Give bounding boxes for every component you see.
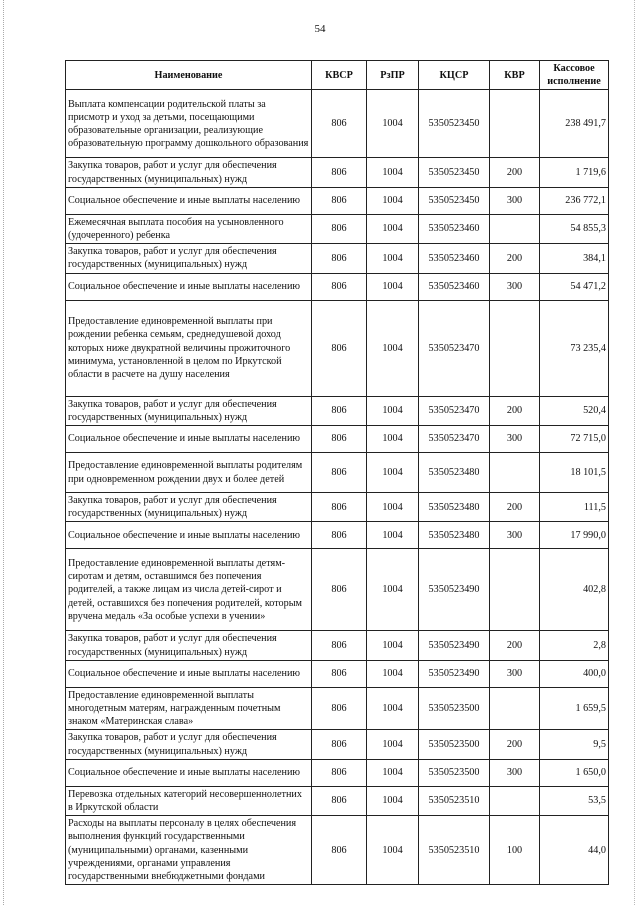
cell-name: Предоставление единовременной выплаты при рождении ребенка семьям, среднедушевой доход которых ниже двукратной величины прожиточного минимума, установленной в целом по Иркутской области в расчете на душу населения xyxy=(66,300,312,396)
cell-name: Закупка товаров, работ и услуг для обеспечения государственных (муниципальных) нужд xyxy=(66,730,312,759)
table-row xyxy=(66,273,609,300)
cell-kcsr: 5350523460 xyxy=(419,273,490,300)
cell-rzpr: 1004 xyxy=(367,759,419,786)
cell-rzpr: 1004 xyxy=(367,816,419,885)
cell-kvr: 100 xyxy=(490,816,540,885)
cell-rzpr: 1004 xyxy=(367,273,419,300)
cell-execution: 2,8 xyxy=(540,631,609,660)
budget-execution-table xyxy=(65,60,609,885)
table-row xyxy=(66,786,609,815)
cell-kvsr: 806 xyxy=(312,816,367,885)
cell-kcsr: 5350523500 xyxy=(419,687,490,730)
table-row xyxy=(66,396,609,425)
cell-kcsr: 5350523500 xyxy=(419,759,490,786)
table-row xyxy=(66,300,609,396)
cell-kvr: 300 xyxy=(490,187,540,214)
table-row xyxy=(66,660,609,687)
cell-name: Закупка товаров, работ и услуг для обеспечения государственных (муниципальных) нужд xyxy=(66,396,312,425)
cell-kvr: 300 xyxy=(490,522,540,549)
table-row xyxy=(66,816,609,885)
cell-kvr xyxy=(490,786,540,815)
cell-rzpr: 1004 xyxy=(367,453,419,493)
cell-rzpr: 1004 xyxy=(367,244,419,273)
cell-kcsr: 5350523460 xyxy=(419,244,490,273)
cell-kvr: 200 xyxy=(490,631,540,660)
cell-kvr xyxy=(490,300,540,396)
cell-kcsr: 5350523480 xyxy=(419,453,490,493)
cell-kvsr: 806 xyxy=(312,187,367,214)
table-row xyxy=(66,90,609,158)
cell-kcsr: 5350523490 xyxy=(419,549,490,631)
cell-execution: 72 715,0 xyxy=(540,426,609,453)
cell-execution: 18 101,5 xyxy=(540,453,609,493)
cell-kvsr: 806 xyxy=(312,300,367,396)
cell-kcsr: 5350523490 xyxy=(419,660,490,687)
table-row xyxy=(66,158,609,187)
cell-rzpr: 1004 xyxy=(367,786,419,815)
cell-rzpr: 1004 xyxy=(367,660,419,687)
cell-kvsr: 806 xyxy=(312,493,367,522)
cell-kvr: 300 xyxy=(490,273,540,300)
cell-kcsr: 5350523450 xyxy=(419,158,490,187)
cell-rzpr: 1004 xyxy=(367,631,419,660)
cell-kvsr: 806 xyxy=(312,244,367,273)
table-row xyxy=(66,187,609,214)
cell-execution: 400,0 xyxy=(540,660,609,687)
cell-name: Перевозка отдельных категорий несовершеннолетних в Иркутской области xyxy=(66,786,312,815)
cell-kvsr: 806 xyxy=(312,158,367,187)
cell-kvsr: 806 xyxy=(312,453,367,493)
cell-name: Социальное обеспечение и иные выплаты населению xyxy=(66,273,312,300)
cell-kvsr: 806 xyxy=(312,214,367,243)
cell-kvsr: 806 xyxy=(312,730,367,759)
cell-kvsr: 806 xyxy=(312,759,367,786)
cell-kcsr: 5350523500 xyxy=(419,730,490,759)
cell-rzpr: 1004 xyxy=(367,687,419,730)
cell-rzpr: 1004 xyxy=(367,214,419,243)
cell-kvsr: 806 xyxy=(312,396,367,425)
cell-kcsr: 5350523450 xyxy=(419,187,490,214)
cell-kvr: 300 xyxy=(490,660,540,687)
cell-kvr: 200 xyxy=(490,396,540,425)
cell-execution: 44,0 xyxy=(540,816,609,885)
table-header-row xyxy=(66,61,609,90)
table-row xyxy=(66,426,609,453)
table-row xyxy=(66,549,609,631)
cell-kvr xyxy=(490,214,540,243)
cell-kcsr: 5350523470 xyxy=(419,396,490,425)
cell-kvsr: 806 xyxy=(312,90,367,158)
cell-kcsr: 5350523480 xyxy=(419,493,490,522)
cell-execution: 402,8 xyxy=(540,549,609,631)
cell-name: Предоставление единовременной выплаты многодетным матерям, награжденным почетным знаком «Материнская слава» xyxy=(66,687,312,730)
cell-execution: 1 719,6 xyxy=(540,158,609,187)
cell-kvsr: 806 xyxy=(312,786,367,815)
cell-kvr xyxy=(490,90,540,158)
cell-execution: 520,4 xyxy=(540,396,609,425)
cell-name: Социальное обеспечение и иные выплаты населению xyxy=(66,187,312,214)
table-row xyxy=(66,759,609,786)
cell-kvsr: 806 xyxy=(312,631,367,660)
cell-kcsr: 5350523460 xyxy=(419,214,490,243)
cell-kcsr: 5350523510 xyxy=(419,816,490,885)
cell-kvsr: 806 xyxy=(312,687,367,730)
cell-execution: 73 235,4 xyxy=(540,300,609,396)
table-row xyxy=(66,730,609,759)
cell-name: Расходы на выплаты персоналу в целях обеспечения выполнения функций государственными (муниципальными) органами, казенными учреждениями, органами управления государственными внебюджетными фондами xyxy=(66,816,312,885)
cell-execution: 111,5 xyxy=(540,493,609,522)
cell-kcsr: 5350523470 xyxy=(419,426,490,453)
header-execution: Кассовое исполнение xyxy=(540,61,609,90)
header-kvr: КВР xyxy=(490,61,540,90)
cell-kvr: 200 xyxy=(490,730,540,759)
cell-rzpr: 1004 xyxy=(367,187,419,214)
header-kvsr: КВСР xyxy=(312,61,367,90)
cell-execution: 54 855,3 xyxy=(540,214,609,243)
cell-execution: 9,5 xyxy=(540,730,609,759)
cell-kvsr: 806 xyxy=(312,426,367,453)
table-row xyxy=(66,687,609,730)
cell-execution: 54 471,2 xyxy=(540,273,609,300)
table-row xyxy=(66,214,609,243)
cell-rzpr: 1004 xyxy=(367,730,419,759)
cell-kvr xyxy=(490,549,540,631)
cell-name: Закупка товаров, работ и услуг для обеспечения государственных (муниципальных) нужд xyxy=(66,244,312,273)
cell-rzpr: 1004 xyxy=(367,426,419,453)
cell-rzpr: 1004 xyxy=(367,300,419,396)
cell-name: Социальное обеспечение и иные выплаты населению xyxy=(66,426,312,453)
cell-kvr: 200 xyxy=(490,158,540,187)
cell-execution: 17 990,0 xyxy=(540,522,609,549)
table-row xyxy=(66,453,609,493)
cell-name: Социальное обеспечение и иные выплаты населению xyxy=(66,522,312,549)
page-number: 54 xyxy=(314,23,326,35)
header-name: Наименование xyxy=(66,61,312,90)
cell-kvr: 300 xyxy=(490,759,540,786)
cell-kcsr: 5350523480 xyxy=(419,522,490,549)
cell-name: Социальное обеспечение и иные выплаты населению xyxy=(66,759,312,786)
cell-kvr: 200 xyxy=(490,493,540,522)
cell-execution: 236 772,1 xyxy=(540,187,609,214)
cell-name: Ежемесячная выплата пособия на усыновленного (удочеренного) ребенка xyxy=(66,214,312,243)
cell-execution: 384,1 xyxy=(540,244,609,273)
scan-edge-right xyxy=(634,0,636,905)
scan-edge-left xyxy=(3,0,5,905)
cell-name: Выплата компенсации родительской платы за присмотр и уход за детьми, посещающими образовательные организации, реализующие образовательную программу дошкольного образования xyxy=(66,90,312,158)
cell-kcsr: 5350523510 xyxy=(419,786,490,815)
cell-kcsr: 5350523470 xyxy=(419,300,490,396)
cell-rzpr: 1004 xyxy=(367,396,419,425)
cell-rzpr: 1004 xyxy=(367,522,419,549)
cell-kvsr: 806 xyxy=(312,522,367,549)
cell-name: Закупка товаров, работ и услуг для обеспечения государственных (муниципальных) нужд xyxy=(66,631,312,660)
cell-kvsr: 806 xyxy=(312,273,367,300)
cell-rzpr: 1004 xyxy=(367,158,419,187)
cell-name: Закупка товаров, работ и услуг для обеспечения государственных (муниципальных) нужд xyxy=(66,158,312,187)
cell-kcsr: 5350523450 xyxy=(419,90,490,158)
cell-execution: 1 650,0 xyxy=(540,759,609,786)
cell-kvsr: 806 xyxy=(312,549,367,631)
cell-name: Предоставление единовременной выплаты детям-сиротам и детям, оставшимся без попечения родителей, а также лицам из числа детей-сирот и детей, оставшихся без попечения родителей, которым вручена медаль «За особые успехи в учении» xyxy=(66,549,312,631)
cell-name: Закупка товаров, работ и услуг для обеспечения государственных (муниципальных) нужд xyxy=(66,493,312,522)
cell-kvr xyxy=(490,687,540,730)
cell-name: Социальное обеспечение и иные выплаты населению xyxy=(66,660,312,687)
cell-kvr: 300 xyxy=(490,426,540,453)
cell-kvr xyxy=(490,453,540,493)
cell-name: Предоставление единовременной выплаты родителям при одновременном рождении двух и более детей xyxy=(66,453,312,493)
cell-kcsr: 5350523490 xyxy=(419,631,490,660)
cell-rzpr: 1004 xyxy=(367,493,419,522)
cell-execution: 53,5 xyxy=(540,786,609,815)
cell-kvsr: 806 xyxy=(312,660,367,687)
cell-rzpr: 1004 xyxy=(367,90,419,158)
table-row xyxy=(66,493,609,522)
cell-execution: 1 659,5 xyxy=(540,687,609,730)
header-rzpr: РзПР xyxy=(367,61,419,90)
cell-execution: 238 491,7 xyxy=(540,90,609,158)
header-kcsr: КЦСР xyxy=(419,61,490,90)
table-row xyxy=(66,522,609,549)
cell-kvr: 200 xyxy=(490,244,540,273)
table-row xyxy=(66,244,609,273)
cell-rzpr: 1004 xyxy=(367,549,419,631)
table-row xyxy=(66,631,609,660)
